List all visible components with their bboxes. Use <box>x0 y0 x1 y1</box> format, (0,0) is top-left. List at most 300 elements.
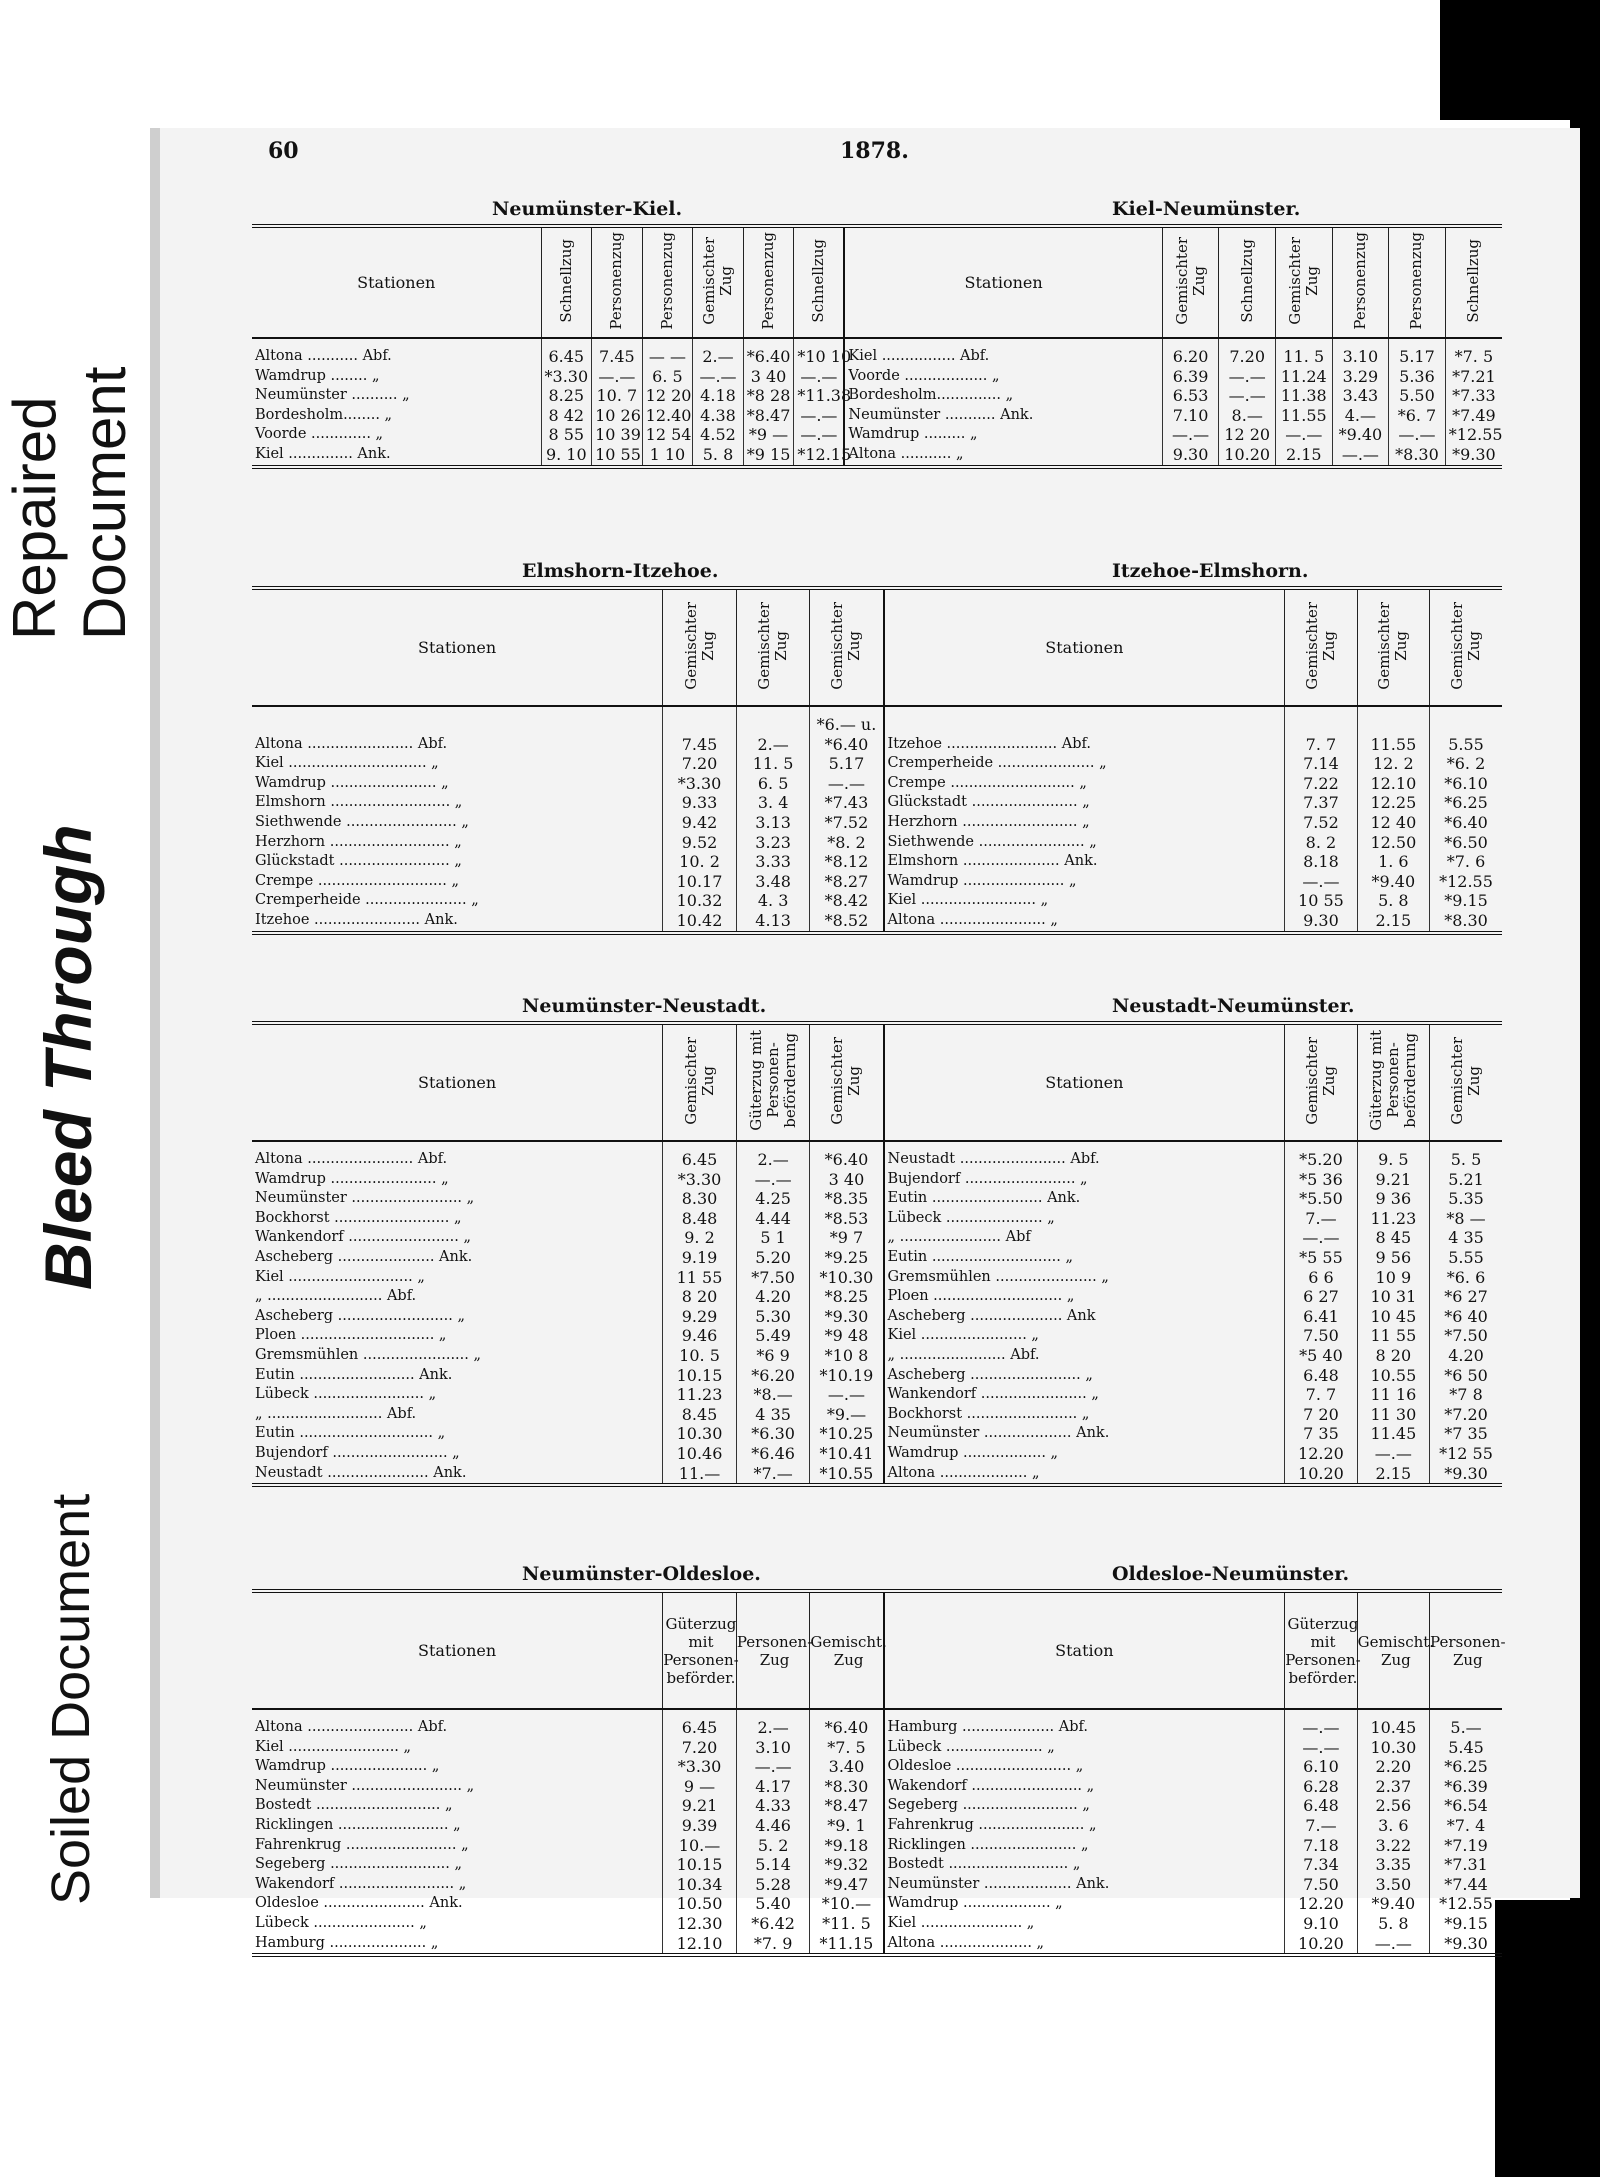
departure-time: 7.10 <box>1162 406 1219 426</box>
train-column-header <box>642 226 693 338</box>
table-row <box>252 1366 1502 1386</box>
station-name: Siethwende ....................... „ <box>884 833 1285 853</box>
table-row <box>252 425 1502 445</box>
station-name: Kiel ........................ „ <box>255 1738 412 1755</box>
departure-time <box>1357 706 1429 735</box>
departure-time: 10.30 <box>1357 1738 1429 1758</box>
departure-time: *7.— <box>736 1464 810 1486</box>
departure-time: 5.14 <box>736 1855 810 1875</box>
departure-time: 9.52 <box>663 833 737 853</box>
table-row <box>252 1836 1502 1856</box>
departure-time: 5.28 <box>736 1875 810 1895</box>
departure-time: *8. 2 <box>810 833 884 853</box>
departure-time: *6.54 <box>1430 1796 1502 1816</box>
station-name: Elmshorn ..................... Ank. <box>884 852 1285 872</box>
departure-time: 9.46 <box>663 1326 737 1346</box>
departure-time: 7.22 <box>1285 774 1357 794</box>
train-type-label: Personenzug <box>657 231 676 330</box>
departure-time: 11 16 <box>1357 1385 1429 1405</box>
train-type-label: Gemischter Zug <box>681 601 717 690</box>
departure-time: 2.15 <box>1357 1464 1429 1486</box>
departure-time: 3.29 <box>1332 367 1389 387</box>
departure-time: 10 55 <box>1285 891 1357 911</box>
departure-time: 8.18 <box>1285 852 1357 872</box>
station-name: Gremsmühlen ...................... „ <box>884 1268 1285 1288</box>
departure-time: 10.20 <box>1285 1934 1357 1956</box>
station-name: Bockhorst ........................ „ <box>884 1405 1285 1425</box>
departure-time: *9 — <box>743 425 794 445</box>
timetable <box>252 1589 1506 1957</box>
station-name: Bujendorf ........................ „ <box>884 1170 1285 1190</box>
station-name: „ ...................... Abf <box>884 1228 1285 1248</box>
departure-time: — — <box>642 338 693 367</box>
departure-time: *10 8 <box>810 1346 884 1366</box>
departure-time: 11 55 <box>663 1268 737 1288</box>
train-type-label: Gemischter Zug <box>681 1036 717 1125</box>
train-type-label: Güterzug mit Personen- beförderung <box>746 1030 799 1131</box>
train-column-header <box>1357 588 1429 706</box>
station-name: Gremsmühlen ....................... „ <box>255 1346 482 1363</box>
departure-time: 4.13 <box>736 911 810 933</box>
departure-time: *7 8 <box>1430 1385 1502 1405</box>
table-row <box>252 1385 1502 1405</box>
station-name: Wakendorf ......................... „ <box>255 1875 467 1892</box>
station-name: Neustadt ....................... Abf. <box>884 1141 1285 1170</box>
train-column-header <box>1162 226 1219 338</box>
train-column-header <box>1430 1591 1506 1709</box>
departure-time: 6 6 <box>1285 1268 1357 1288</box>
departure-time: *6.40 <box>1430 813 1502 833</box>
station-name: Eutin ........................ Ank. <box>884 1189 1285 1209</box>
table-row <box>252 793 1502 813</box>
table-row <box>252 1405 1502 1425</box>
train-column-header <box>743 226 794 338</box>
departure-time: 11.— <box>663 1464 737 1486</box>
departure-time: 7. 7 <box>1285 735 1357 755</box>
departure-time: *9 7 <box>810 1228 884 1248</box>
station-name: Herzhorn ......................... „ <box>884 813 1285 833</box>
departure-time: 5.50 <box>1389 386 1446 406</box>
table-row <box>252 1709 1502 1738</box>
departure-time: *6.40 <box>743 338 794 367</box>
departure-time: 3.13 <box>736 813 810 833</box>
departure-time: 8.25 <box>541 386 592 406</box>
station-name: Wamdrup ...................... „ <box>884 872 1285 892</box>
departure-time: *6 40 <box>1430 1307 1502 1327</box>
departure-time: 4.38 <box>693 406 744 426</box>
train-column-header <box>663 1023 737 1141</box>
departure-time: 10. 7 <box>592 386 643 406</box>
station-name: Glückstadt ....................... „ <box>884 793 1285 813</box>
train-type-label: Gemischter Zug <box>1302 1036 1338 1125</box>
departure-time: —.— <box>1357 1444 1429 1464</box>
departure-time: —.— <box>1285 872 1357 892</box>
departure-time: 6.39 <box>1162 367 1219 387</box>
departure-time: 10.45 <box>1357 1709 1429 1738</box>
station-name: Altona ....................... Abf. <box>255 1719 448 1735</box>
departure-time: —.— <box>1162 425 1219 445</box>
departure-time: 11.23 <box>1357 1209 1429 1229</box>
departure-time: 9 36 <box>1357 1189 1429 1209</box>
departure-time: 3. 4 <box>736 793 810 813</box>
departure-time: 10 9 <box>1357 1268 1429 1288</box>
departure-time: *6. 6 <box>1430 1268 1502 1288</box>
left-route-title: Elmshorn-Itzehoe. <box>522 560 719 582</box>
timetable <box>252 586 1502 935</box>
station-name: Kiel ........................... „ <box>255 1268 425 1285</box>
departure-time: *11. 5 <box>810 1914 884 1934</box>
station-name: Kiel ...................... „ <box>884 1914 1285 1934</box>
station-name: Siethwende ........................ „ <box>255 813 469 830</box>
station-name: Ascheberg .................... Ank <box>884 1307 1285 1327</box>
departure-time: 7.— <box>1285 1816 1357 1836</box>
departure-time: *9.47 <box>810 1875 884 1895</box>
departure-time: *11.38 <box>794 386 845 406</box>
timetable-section <box>252 1563 1506 1957</box>
train-column-header <box>1357 1023 1429 1141</box>
departure-time: *8 28 <box>743 386 794 406</box>
departure-time: 4.20 <box>1430 1346 1502 1366</box>
station-name: „ ......................... Abf. <box>255 1405 417 1422</box>
station-name: Bostedt ........................... „ <box>255 1797 453 1814</box>
departure-time: *7.33 <box>1445 386 1502 406</box>
departure-time: 6. 5 <box>736 774 810 794</box>
station-name: Lübeck ...................... „ <box>255 1914 427 1931</box>
train-column-header <box>810 1023 884 1141</box>
departure-time: 10.15 <box>663 1366 737 1386</box>
timetable-section <box>252 995 1502 1487</box>
departure-time: 3 40 <box>810 1170 884 1190</box>
departure-time: 8.45 <box>663 1405 737 1425</box>
departure-time: —.— <box>1357 1934 1429 1956</box>
station-name: Altona ....................... „ <box>884 911 1285 933</box>
train-column-header <box>1285 1591 1361 1709</box>
departure-time: *7.21 <box>1445 367 1502 387</box>
table-row <box>252 1855 1502 1875</box>
station-name: Lübeck ........................ „ <box>255 1386 437 1403</box>
timetable <box>252 1021 1502 1487</box>
departure-time: 2.— <box>736 735 810 755</box>
departure-time: *6.40 <box>810 735 884 755</box>
departure-time: *6.46 <box>736 1444 810 1464</box>
departure-time: 3.48 <box>736 872 810 892</box>
train-type-label: Güterzug mit Personen- beförder. <box>1285 1614 1361 1687</box>
departure-time: 10. 2 <box>663 852 737 872</box>
departure-time: 3.40 <box>810 1757 884 1777</box>
departure-time: 12.20 <box>1285 1894 1357 1914</box>
departure-time: 12.50 <box>1357 833 1429 853</box>
departure-time: 5.55 <box>1430 735 1502 755</box>
departure-time: *8.25 <box>810 1287 884 1307</box>
station-header <box>252 1023 663 1141</box>
departure-time: 7.50 <box>1285 1875 1357 1895</box>
departure-time: 5.45 <box>1430 1738 1502 1758</box>
table-row <box>252 1816 1502 1836</box>
section-titles <box>252 995 1502 1021</box>
departure-time: 5.21 <box>1430 1170 1502 1190</box>
right-route-title: Kiel-Neumünster. <box>1112 198 1301 220</box>
station-name: Lübeck ..................... „ <box>884 1209 1285 1229</box>
station-name: Kiel ................ Abf. <box>844 338 1162 367</box>
departure-time: 5.30 <box>736 1307 810 1327</box>
table-row <box>252 386 1502 406</box>
departure-time: 11.55 <box>1357 735 1429 755</box>
section-titles <box>252 1563 1502 1589</box>
departure-time: *6 50 <box>1430 1366 1502 1386</box>
station-name: Eutin ............................. „ <box>255 1425 446 1442</box>
departure-time: 6.48 <box>1285 1366 1357 1386</box>
departure-time: —.— <box>1332 445 1389 467</box>
departure-time: —.— <box>1219 386 1276 406</box>
departure-time: 10.46 <box>663 1444 737 1464</box>
station-name: Neumünster ........... Ank. <box>844 406 1162 426</box>
station-name: Crempe ........................... „ <box>884 774 1285 794</box>
station-name: Bujendorf ......................... „ <box>255 1444 460 1461</box>
departure-time: 6.28 <box>1285 1777 1357 1797</box>
departure-time: 9.39 <box>663 1816 737 1836</box>
departure-time: 12.25 <box>1357 793 1429 813</box>
train-column-header <box>1285 1023 1357 1141</box>
departure-time: 8 55 <box>541 425 592 445</box>
departure-time: 8.48 <box>663 1209 737 1229</box>
table-row <box>252 406 1502 426</box>
departure-time: *7. 5 <box>1445 338 1502 367</box>
station-name: Wankendorf ....................... „ <box>884 1385 1285 1405</box>
station-name: Ascheberg ........................ „ <box>884 1366 1285 1386</box>
station-header-label: Stationen <box>418 638 497 657</box>
train-type-label: Personen- Zug <box>1430 1632 1506 1669</box>
station-header-label: Stationen <box>357 273 436 292</box>
departure-time: 10 45 <box>1357 1307 1429 1327</box>
train-type-label: Personenzug <box>1350 231 1369 330</box>
departure-time: 4 35 <box>736 1405 810 1425</box>
train-type-label: Schnellzug <box>809 238 828 323</box>
train-column-header <box>592 226 643 338</box>
departure-time: *5 40 <box>1285 1346 1357 1366</box>
station-header <box>844 226 1162 338</box>
departure-time: 10.— <box>663 1836 737 1856</box>
table-row <box>252 1738 1502 1758</box>
departure-time: 2.— <box>693 338 744 367</box>
station-name: Ricklingen ....................... „ <box>884 1836 1285 1856</box>
departure-time: 5. 8 <box>1357 1914 1429 1934</box>
station-name: Kiel ....................... „ <box>884 1326 1285 1346</box>
departure-time: 5.49 <box>736 1326 810 1346</box>
departure-time: *8 — <box>1430 1209 1502 1229</box>
station-header-label: Stationen <box>418 1073 497 1092</box>
station-name: Ploen ............................. „ <box>255 1327 447 1344</box>
departure-time: *6.39 <box>1430 1777 1502 1797</box>
train-column-header <box>736 1023 810 1141</box>
station-name: Fahrenkrug ....................... „ <box>884 1816 1285 1836</box>
departure-time: 7 20 <box>1285 1405 1357 1425</box>
departure-time: *8.42 <box>810 891 884 911</box>
departure-time: 5.— <box>1430 1709 1502 1738</box>
section-titles <box>252 198 1502 224</box>
departure-time: *12.55 <box>1445 425 1502 445</box>
station-name <box>252 706 663 735</box>
departure-time: 10.50 <box>663 1894 737 1914</box>
departure-time: 6.45 <box>541 338 592 367</box>
departure-time: *7.50 <box>1430 1326 1502 1346</box>
departure-time: *9 48 <box>810 1326 884 1346</box>
table-row <box>252 1228 1502 1248</box>
departure-time: 4.25 <box>736 1189 810 1209</box>
departure-time: 9.29 <box>663 1307 737 1327</box>
station-name: Neustadt ...................... Ank. <box>255 1464 467 1481</box>
departure-time: *8.52 <box>810 911 884 933</box>
departure-time: 9.19 <box>663 1248 737 1268</box>
station-name: Wamdrup ....................... „ <box>255 1170 449 1187</box>
departure-time: 2.37 <box>1357 1777 1429 1797</box>
departure-time: 6.41 <box>1285 1307 1357 1327</box>
departure-time: 12 20 <box>642 386 693 406</box>
departure-time: *12 55 <box>1430 1444 1502 1464</box>
station-header <box>252 1591 663 1709</box>
departure-time: 5.40 <box>736 1894 810 1914</box>
station-name: Lübeck ..................... „ <box>884 1738 1285 1758</box>
departure-time <box>736 706 810 735</box>
station-name: Bordesholm........ „ <box>255 406 393 423</box>
departure-time: 9. 2 <box>663 1228 737 1248</box>
departure-time: 10.42 <box>663 911 737 933</box>
departure-time: *8.30 <box>810 1777 884 1797</box>
departure-time: 9.21 <box>663 1796 737 1816</box>
departure-time: 7.34 <box>1285 1855 1357 1875</box>
departure-time: —.— <box>1389 425 1446 445</box>
departure-time: 8 20 <box>1357 1346 1429 1366</box>
departure-time: 5. 8 <box>1357 891 1429 911</box>
train-column-header <box>1430 1023 1502 1141</box>
departure-time: *9.40 <box>1357 872 1429 892</box>
station-name: „ ......................... Abf. <box>255 1288 417 1305</box>
departure-time: *7.31 <box>1430 1855 1502 1875</box>
scanned-page <box>150 128 1580 1953</box>
train-column-header <box>1332 226 1389 338</box>
departure-time: *10.41 <box>810 1444 884 1464</box>
departure-time: 10.17 <box>663 872 737 892</box>
departure-time: 7.45 <box>592 338 643 367</box>
departure-time: 2.15 <box>1275 445 1332 467</box>
departure-time: —.— <box>1285 1738 1357 1758</box>
departure-time: *9. 1 <box>810 1816 884 1836</box>
departure-time: 11.23 <box>663 1385 737 1405</box>
departure-time <box>663 706 737 735</box>
station-header <box>884 1023 1285 1141</box>
departure-time: *9.30 <box>1430 1464 1502 1486</box>
departure-time: *6.40 <box>810 1141 884 1170</box>
departure-time: 10.55 <box>1357 1366 1429 1386</box>
departure-time: 5.17 <box>810 754 884 774</box>
departure-time: *8.47 <box>743 406 794 426</box>
station-name: Itzehoe ....................... Ank. <box>255 911 458 928</box>
station-name: „ ....................... Abf. <box>884 1346 1285 1366</box>
departure-time: *6.20 <box>736 1366 810 1386</box>
table-row <box>252 1444 1502 1464</box>
departure-time: *7.20 <box>1430 1405 1502 1425</box>
table-row <box>252 1796 1502 1816</box>
table-row <box>252 1189 1502 1209</box>
train-column-header <box>693 226 744 338</box>
train-type-label: Gemischter Zug <box>828 601 864 690</box>
departure-time: 10 39 <box>592 425 643 445</box>
departure-time: —.— <box>810 1385 884 1405</box>
train-type-label: Gemischter Zug <box>1172 236 1208 325</box>
table-row <box>252 1209 1502 1229</box>
table-row <box>252 1268 1502 1288</box>
departure-time: 4.33 <box>736 1796 810 1816</box>
departure-time: *6.25 <box>1430 793 1502 813</box>
departure-time: *8.— <box>736 1385 810 1405</box>
departure-time: 2.— <box>736 1709 810 1738</box>
departure-time: 7.18 <box>1285 1836 1357 1856</box>
train-column-header <box>810 588 884 706</box>
departure-time: 3.33 <box>736 852 810 872</box>
departure-time: 5 1 <box>736 1228 810 1248</box>
train-column-header <box>1285 588 1357 706</box>
departure-time: *5.20 <box>1285 1141 1357 1170</box>
departure-time: —.— <box>736 1170 810 1190</box>
station-header-label: Stationen <box>964 273 1043 292</box>
station-name: Ascheberg ......................... „ <box>255 1307 465 1324</box>
departure-time: 9.42 <box>663 813 737 833</box>
departure-time: *7. 4 <box>1430 1816 1502 1836</box>
departure-time: *12.55 <box>1430 872 1502 892</box>
station-header-label: Stationen <box>1045 638 1124 657</box>
table-row <box>252 1875 1502 1895</box>
departure-time: 1 10 <box>642 445 693 467</box>
departure-time: 4.17 <box>736 1777 810 1797</box>
station-name: Herzhorn .......................... „ <box>255 833 462 850</box>
train-column-header <box>736 1591 813 1709</box>
table-row <box>252 1934 1502 1956</box>
train-column-header <box>1275 226 1332 338</box>
train-type-label: Gemischter Zug <box>1285 236 1321 325</box>
departure-time: *9.15 <box>1430 1914 1502 1934</box>
departure-time: *6.42 <box>736 1914 810 1934</box>
departure-time: 4.— <box>1332 406 1389 426</box>
station-name: Bordesholm.............. „ <box>844 386 1162 406</box>
departure-time: *9 15 <box>743 445 794 467</box>
departure-time: *5.50 <box>1285 1189 1357 1209</box>
table-row <box>252 1777 1502 1797</box>
departure-time: 5. 8 <box>693 445 744 467</box>
station-name: Wamdrup ..................... „ <box>255 1758 440 1775</box>
table-row <box>252 1894 1502 1914</box>
station-name: Cremperheide ..................... „ <box>884 754 1285 774</box>
departure-time: 3.10 <box>736 1738 810 1758</box>
departure-time: 3.50 <box>1357 1875 1429 1895</box>
departure-time: 10.34 <box>663 1875 737 1895</box>
train-column-header <box>794 226 845 338</box>
departure-time: 6.45 <box>663 1141 737 1170</box>
station-header <box>252 226 541 338</box>
departure-time: *11.15 <box>810 1934 884 1956</box>
departure-time: 3.22 <box>1357 1836 1429 1856</box>
table-row <box>252 735 1502 755</box>
train-type-label: Personen- Zug <box>736 1632 813 1669</box>
departure-time: —.— <box>794 406 845 426</box>
train-type-label: Personenzug <box>607 231 626 330</box>
departure-time: *9.18 <box>810 1836 884 1856</box>
station-name <box>884 706 1285 735</box>
train-type-label: Gemischter Zug <box>699 236 735 325</box>
departure-time: 12.30 <box>663 1914 737 1934</box>
table-row <box>252 706 1502 735</box>
departure-time: —.— <box>1285 1709 1357 1738</box>
departure-time: 12. 2 <box>1357 754 1429 774</box>
train-type-label: Gemischter Zug <box>828 1036 864 1125</box>
